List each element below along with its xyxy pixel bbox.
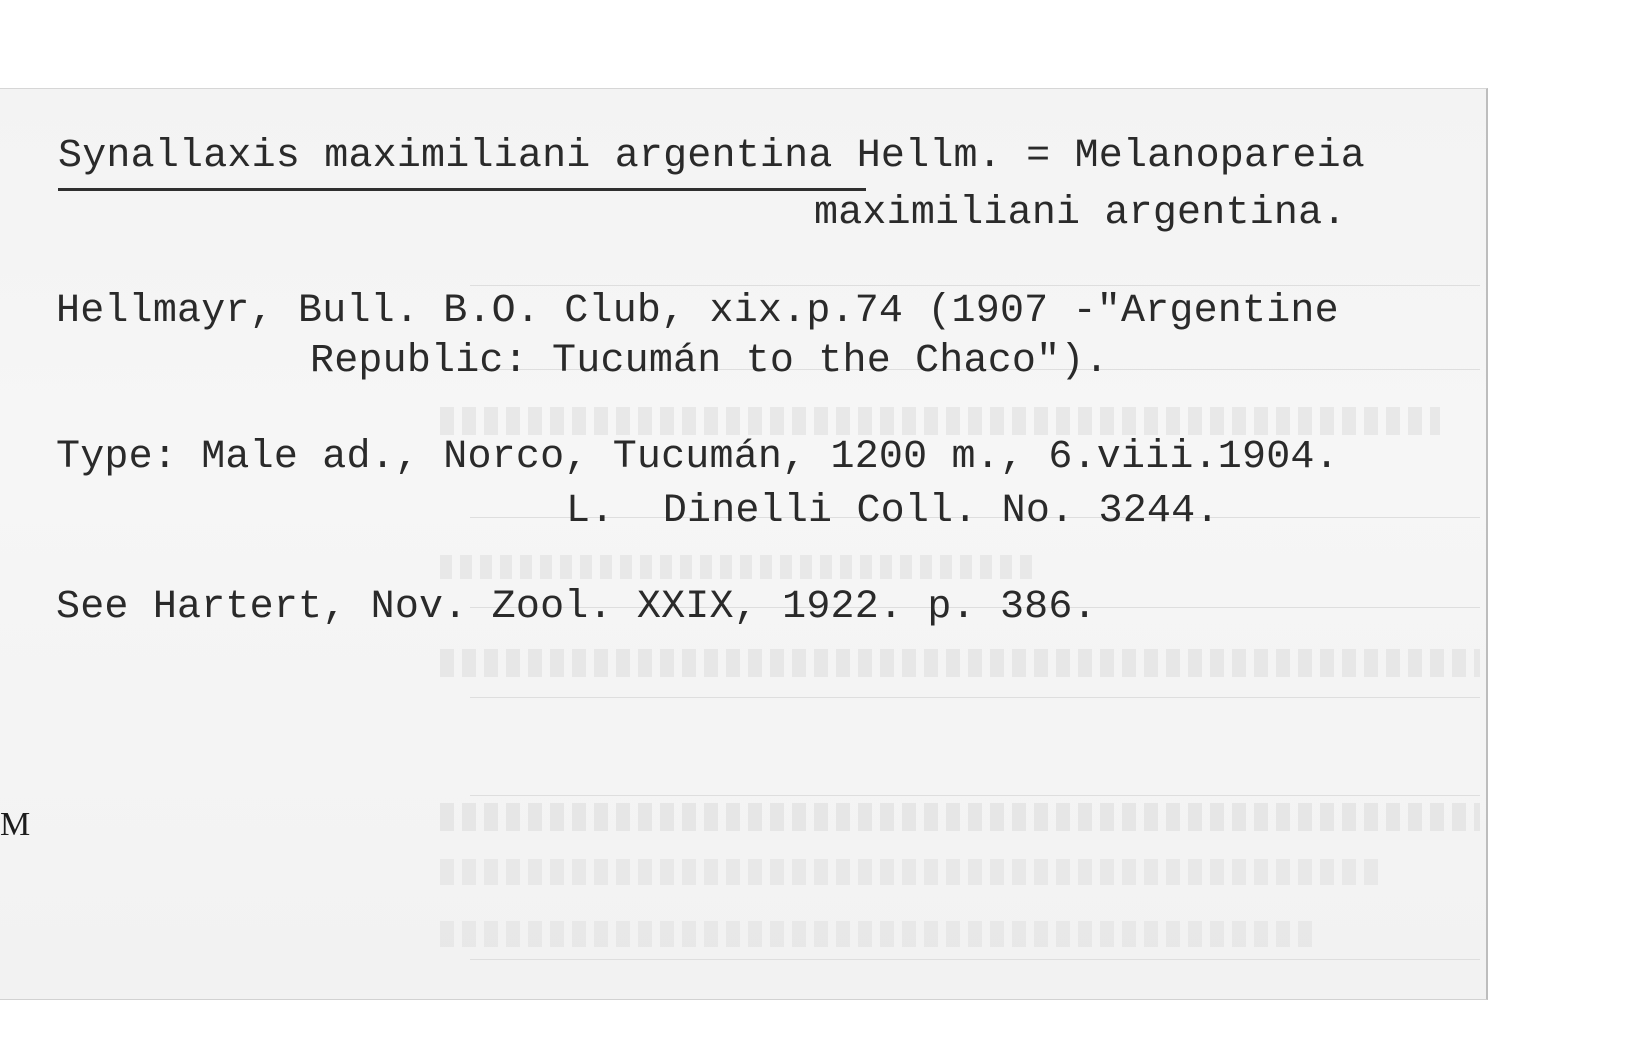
bleed-through-texture [440, 407, 1440, 435]
card-ruled-line [470, 795, 1480, 796]
card-ruled-line [470, 697, 1480, 698]
card-title-line-1: Synallaxis maximiliani argentina Hellm. = Melanopareia [58, 134, 1366, 179]
type-line-2: L. Dinelli Coll. No. 3244. [566, 489, 1220, 534]
card-ruled-line [470, 285, 1480, 286]
bleed-through-texture [440, 859, 1380, 885]
bleed-through-texture [440, 921, 1320, 947]
reference-line-2: Republic: Tucumán to the Chaco"). [310, 339, 1109, 384]
card-ruled-line [470, 959, 1480, 960]
reference-line-1: Hellmayr, Bull. B.O. Club, xix.p.74 (1907 -"Argentine [56, 289, 1339, 334]
type-line-1: Type: Male ad., Norco, Tucumán, 1200 m., 6.viii.1904. [56, 435, 1339, 480]
bleed-through-texture [440, 555, 1040, 579]
title-underline [58, 188, 866, 191]
see-also-line: See Hartert, Nov. Zool. XXIX, 1922. p. 386. [56, 585, 1097, 630]
edge-mark: M [0, 806, 31, 843]
bleed-through-texture [440, 649, 1480, 677]
card-title-line-2: maximiliani argentina. [814, 191, 1347, 236]
bleed-through-texture [440, 803, 1480, 831]
